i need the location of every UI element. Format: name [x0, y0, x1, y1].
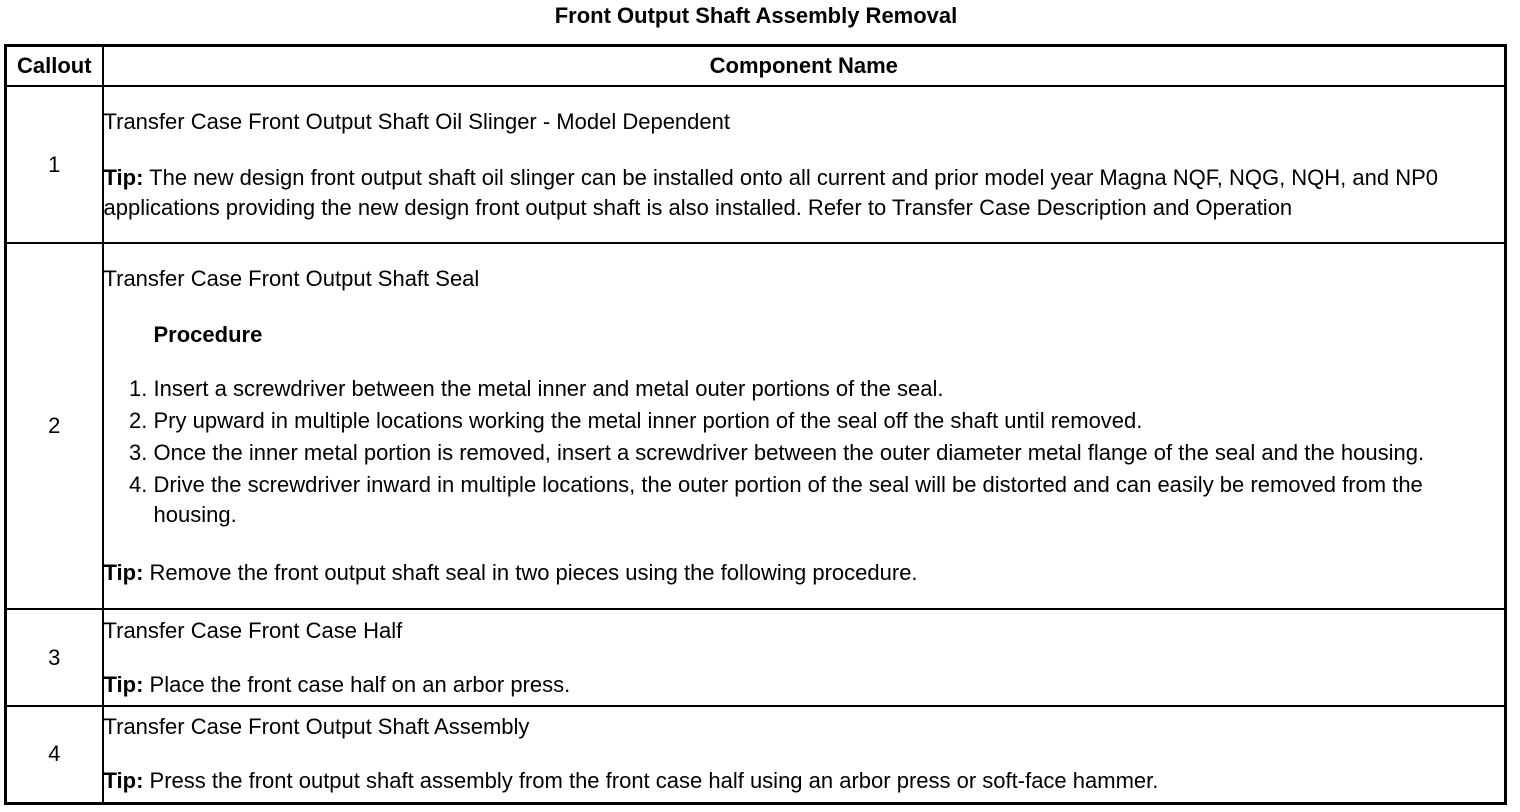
callout-number: 4 [6, 706, 103, 803]
callout-number: 2 [6, 243, 103, 609]
table-row [6, 609, 1506, 706]
component-table [4, 44, 1507, 805]
component-name: Transfer Case Front Output Shaft Oil Slinger - Model Dependent [103, 108, 730, 134]
component-cell [103, 609, 1506, 706]
tip-label: Tip: [103, 164, 144, 190]
procedure-step: 3. Once the inner metal portion is removed, insert a screwdriver between the outer diameter metal flange of the seal and the housing. [154, 438, 1505, 468]
tip-text [104, 766, 1505, 796]
procedure-heading: Procedure [153, 322, 263, 347]
tip-text [104, 558, 1505, 588]
callout-number: 1 [6, 86, 103, 243]
component-cell [103, 86, 1506, 243]
tip-text [104, 163, 1505, 223]
procedure-step: 4. Drive the screwdriver inward in multiple locations, the outer portion of the seal will be distorted and can easily be removed from the housing. [154, 470, 1505, 530]
tip-text [104, 670, 1505, 700]
tip-body: Place the front case half on an arbor press. [149, 671, 571, 697]
component-cell [103, 243, 1506, 609]
component-name: Transfer Case Front Case Half [103, 617, 403, 643]
callout-number: 3 [6, 609, 103, 706]
table-header-row [6, 46, 1506, 87]
tip-body: The new design front output shaft oil slinger can be installed onto all current and prior model year Magna NQF, NQG, NQH, and NP0 applications providing the new design front output shaft is also installed. Refer to Transfer Case Description and Operation [103, 164, 1439, 220]
table-row [6, 706, 1506, 803]
tip-label: Tip: [103, 671, 144, 697]
component-cell [103, 706, 1506, 803]
callout-column-header: Callout [6, 46, 103, 87]
table-row [6, 243, 1506, 609]
component-name: Transfer Case Front Output Shaft Assembly [103, 714, 530, 740]
procedure-step: 2. Pry upward in multiple locations working the metal inner portion of the seal off the shaft until removed. [154, 406, 1505, 436]
procedure-step: 1. Insert a screwdriver between the metal inner and metal outer portions of the seal. [154, 374, 1505, 404]
table-row [6, 86, 1506, 243]
tip-label: Tip: [103, 768, 144, 794]
procedure-steps [104, 374, 1505, 530]
tip-body: Remove the front output shaft seal in two pieces using the following procedure. [149, 560, 918, 585]
component-name: Transfer Case Front Output Shaft Seal [103, 266, 480, 291]
tip-body: Press the front output shaft assembly from the front case half using an arbor press or soft-face hammer. [149, 768, 1159, 794]
document-title: Front Output Shaft Assembly Removal [554, 3, 958, 28]
tip-label: Tip: [103, 560, 144, 585]
component-name-column-header: Component Name [103, 46, 1506, 87]
